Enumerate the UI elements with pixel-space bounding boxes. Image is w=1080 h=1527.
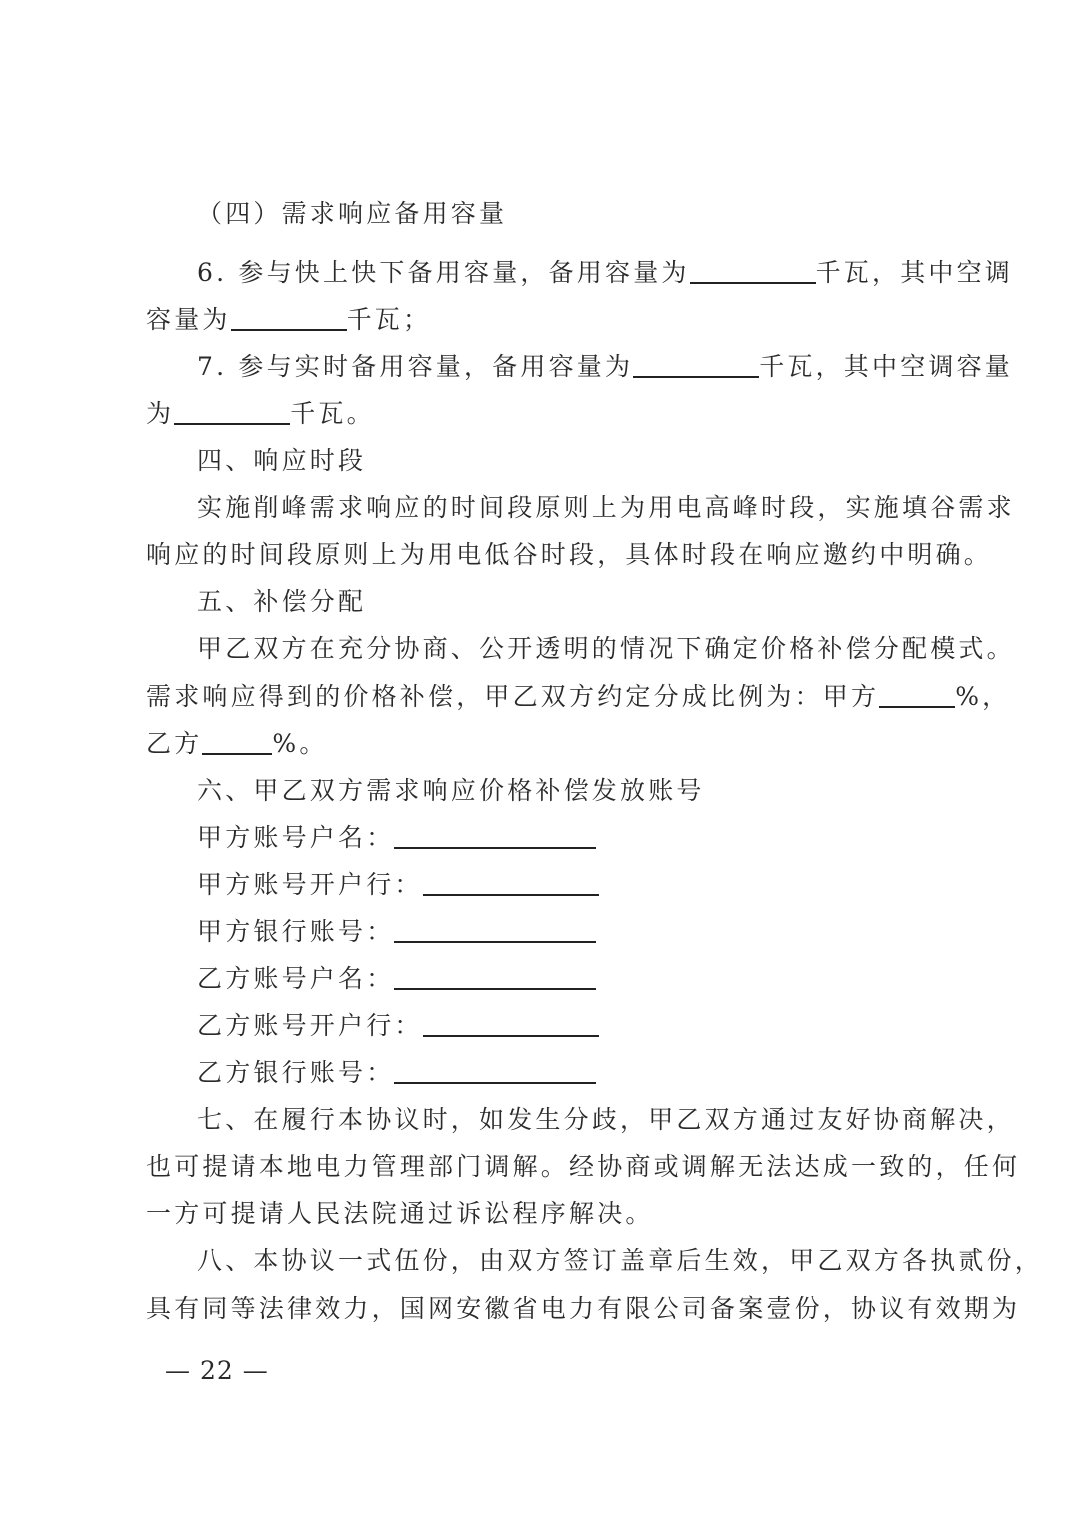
party-a-share-field[interactable] — [879, 682, 955, 708]
compensation-text-c: 乙方 — [146, 729, 203, 758]
clause-7-line-2 — [146, 397, 375, 431]
copies-line-1: 八、本协议一式伍份，由双方签订盖章后生效，甲乙双方各执贰份， — [197, 1246, 1044, 1275]
party-b-account-name-label: 乙方账号户名： — [197, 964, 395, 993]
compensation-line-3 — [146, 727, 328, 761]
dispute-line-3: 一方可提请人民法院通过诉讼程序解决。 — [146, 1199, 654, 1228]
realtime-reserve-capacity-field[interactable] — [633, 352, 759, 378]
party-a-bank-row — [197, 868, 599, 902]
realtime-reserve-ac-capacity-field[interactable] — [174, 399, 290, 425]
compensation-text-a: 需求响应得到的价格补偿，甲乙双方约定分成比例为：甲方 — [146, 682, 880, 711]
party-b-account-name-row — [197, 962, 596, 996]
party-b-account-number-field[interactable] — [394, 1058, 596, 1084]
fast-reserve-capacity-field[interactable] — [690, 258, 816, 284]
compensation-text-d: %。 — [272, 729, 328, 758]
clause-7-text-a: 7. 参与实时备用容量，备用容量为 — [197, 352, 634, 381]
party-a-account-name-row — [197, 821, 596, 855]
section-heading-response-period: 四、响应时段 — [197, 446, 367, 475]
party-a-account-number-field[interactable] — [394, 917, 596, 943]
party-b-account-number-label: 乙方银行账号： — [197, 1058, 395, 1087]
party-b-account-name-field[interactable] — [394, 964, 596, 990]
clause-6-line-1 — [197, 256, 1013, 290]
dispute-line-1: 七、在履行本协议时，如发生分歧，甲乙双方通过友好协商解决， — [197, 1105, 1015, 1134]
section-heading-reserve-capacity: （四）需求响应备用容量 — [197, 199, 508, 228]
page-number: — 22 — — [165, 1356, 269, 1385]
clause-6-text-a: 6. 参与快上快下备用容量，备用容量为 — [197, 258, 690, 287]
party-a-bank-field[interactable] — [423, 870, 599, 896]
party-b-bank-row — [197, 1009, 599, 1043]
compensation-line-2 — [146, 680, 1010, 714]
clause-6-text-d: 千瓦； — [346, 305, 432, 334]
fast-reserve-ac-capacity-field[interactable] — [231, 305, 347, 331]
party-b-bank-label: 乙方账号开户行： — [197, 1011, 423, 1040]
section-heading-accounts: 六、甲乙双方需求响应价格补偿发放账号 — [197, 776, 705, 805]
response-period-line-1: 实施削峰需求响应的时间段原则上为用电高峰时段，实施填谷需求 — [197, 493, 1015, 522]
clause-6-line-2 — [146, 303, 431, 337]
clause-6-text-b: 千瓦，其中空调 — [815, 258, 1014, 287]
party-b-share-field[interactable] — [202, 729, 272, 755]
response-period-line-2: 响应的时间段原则上为用电低谷时段，具体时段在响应邀约中明确。 — [146, 540, 993, 569]
section-heading-compensation: 五、补偿分配 — [197, 587, 367, 616]
clause-7-line-1 — [197, 350, 1013, 384]
clause-7-text-c: 为 — [146, 399, 175, 428]
copies-line-2: 具有同等法律效力，国网安徽省电力有限公司备案壹份，协议有效期为 — [146, 1294, 1021, 1323]
party-a-bank-label: 甲方账号开户行： — [197, 870, 423, 899]
party-a-account-number-row — [197, 915, 596, 949]
party-a-account-number-label: 甲方银行账号： — [197, 917, 395, 946]
party-a-account-name-label: 甲方账号户名： — [197, 823, 395, 852]
clause-7-text-d: 千瓦。 — [290, 399, 375, 428]
party-b-bank-field[interactable] — [423, 1011, 599, 1037]
compensation-line-1: 甲乙双方在充分协商、公开透明的情况下确定价格补偿分配模式。 — [197, 634, 1015, 663]
party-a-account-name-field[interactable] — [394, 823, 596, 849]
clause-6-text-c: 容量为 — [146, 305, 231, 334]
party-b-account-number-row — [197, 1056, 596, 1090]
compensation-text-b: %， — [955, 682, 1011, 711]
dispute-line-2: 也可提请本地电力管理部门调解。经协商或调解无法达成一致的，任何 — [146, 1152, 1021, 1181]
clause-7-text-b: 千瓦，其中空调容量 — [759, 352, 1014, 381]
